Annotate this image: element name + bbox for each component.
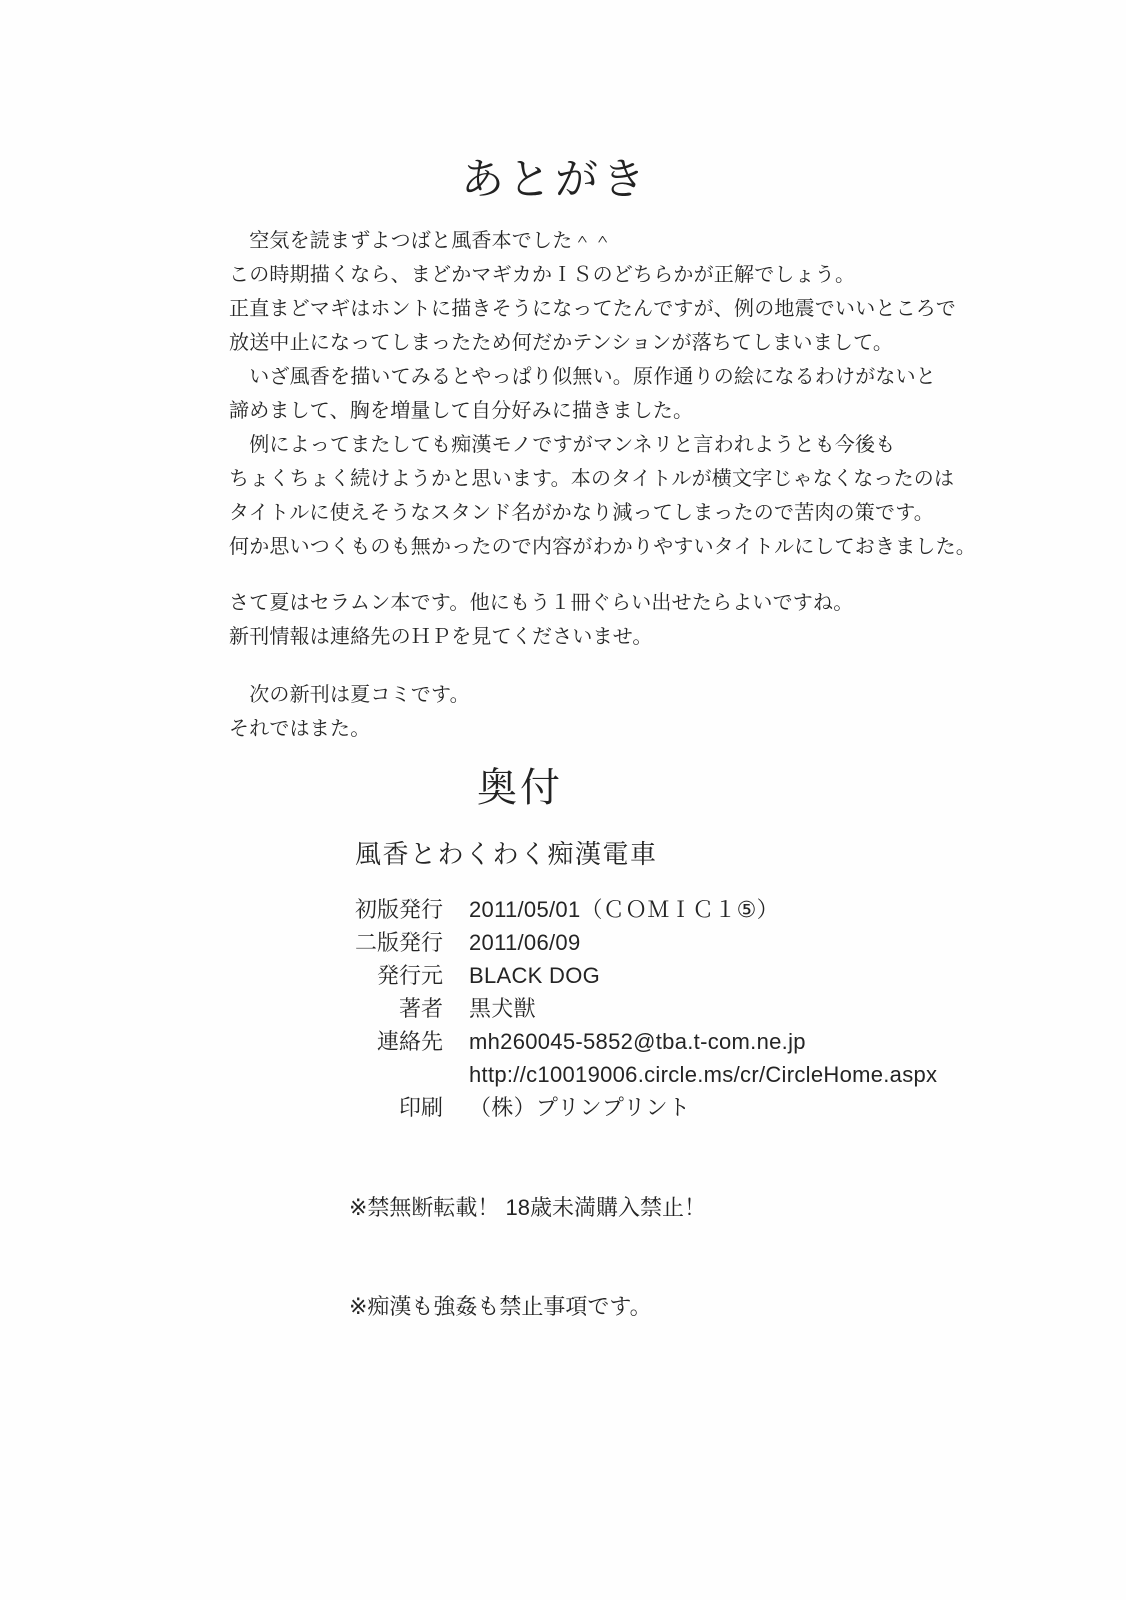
text-line: いざ風香を描いてみるとやっぱり似無い。原作通りの絵になるわけがないと xyxy=(229,366,936,388)
afterword-body xyxy=(229,224,1009,746)
paragraph-farewell xyxy=(229,678,1009,746)
paragraph-intro xyxy=(229,224,1009,360)
row-value: BLACK DOG xyxy=(469,963,601,988)
text-line: 何か思いつくものも無かったので内容がわかりやすいタイトルにしておきました。 xyxy=(229,536,976,558)
text-line: それではまた。 xyxy=(229,718,371,740)
colophon-row-second-edition xyxy=(347,926,937,959)
colophon-row-publisher xyxy=(347,959,937,992)
paragraph-summer-plans xyxy=(229,586,1009,654)
row-value: （株）プリンプリント xyxy=(469,1095,691,1120)
text-line: タイトルに使えそうなスタンド名がかなり減ってしまったので苦肉の策です。 xyxy=(229,502,934,524)
row-label: 発行元 xyxy=(376,963,443,988)
text-line: 正直まどマギはホントに描きそうになってたんですが、例の地震でいいところで xyxy=(229,298,956,320)
row-label: 初版発行 xyxy=(354,897,443,922)
notice-disclaimer: ※痴漢も強姦も禁止事項です。 xyxy=(349,1294,652,1319)
row-value: 黒犬獣 xyxy=(469,996,536,1021)
row-label: 印刷 xyxy=(398,1095,443,1120)
row-label: 連絡先 xyxy=(376,1029,443,1054)
row-label: 二版発行 xyxy=(354,930,443,955)
text-line: 放送中止になってしまったため何だかテンションが落ちてしまいまして。 xyxy=(229,332,894,354)
text-line: さて夏はセラムン本です。他にもう１冊ぐらい出せたらよいですね。 xyxy=(229,592,854,614)
row-value-email: mh260045-5852@tba.t-com.ne.jp xyxy=(469,1029,806,1054)
text-line: 新刊情報は連絡先のＨＰを見てくださいませ。 xyxy=(229,626,653,648)
afterword-heading: あとがき xyxy=(461,156,649,204)
colophon-heading: 奥付 xyxy=(477,766,563,810)
text-line: 例によってまたしても痴漢モノですがマンネリと言われようとも今後も xyxy=(229,434,896,456)
text-line: この時期描くなら、まどかマギカかＩＳのどちらかが正解でしょう。 xyxy=(229,264,856,286)
book-title: 風香とわくわく痴漢電車 xyxy=(355,839,658,869)
colophon-row-author xyxy=(347,992,937,1025)
colophon-row-contact-url xyxy=(347,1058,937,1091)
notice-no-reproduction: ※禁無断転載！ 18歳未満購入禁止！ xyxy=(349,1195,707,1220)
row-value-url: http://c10019006.circle.ms/cr/CircleHome.aspx xyxy=(469,1062,938,1087)
paragraph-title-talk xyxy=(229,428,1009,564)
text-line: 空気を読まずよつばと風香本でした＾＾ xyxy=(229,230,613,252)
paragraph-drawing xyxy=(229,360,1009,428)
text-line: ちょくちょく続けようかと思います。本のタイトルが横文字じゃなくなったのは xyxy=(229,468,955,490)
row-value: 2011/05/01（ＣＯＭＩＣ１⑤） xyxy=(469,897,779,922)
colophon-row-contact-email xyxy=(347,1025,937,1058)
colophon-row-printer xyxy=(347,1091,937,1124)
row-value: 2011/06/09 xyxy=(469,930,581,955)
text-line: 次の新刊は夏コミです。 xyxy=(229,684,470,706)
colophon-row-first-edition xyxy=(347,893,937,926)
row-label: 著者 xyxy=(398,996,443,1021)
colophon-notices xyxy=(349,1125,706,1389)
colophon-table xyxy=(347,893,937,1124)
text-line: 諦めまして、胸を増量して自分好みに描きました。 xyxy=(229,400,694,422)
